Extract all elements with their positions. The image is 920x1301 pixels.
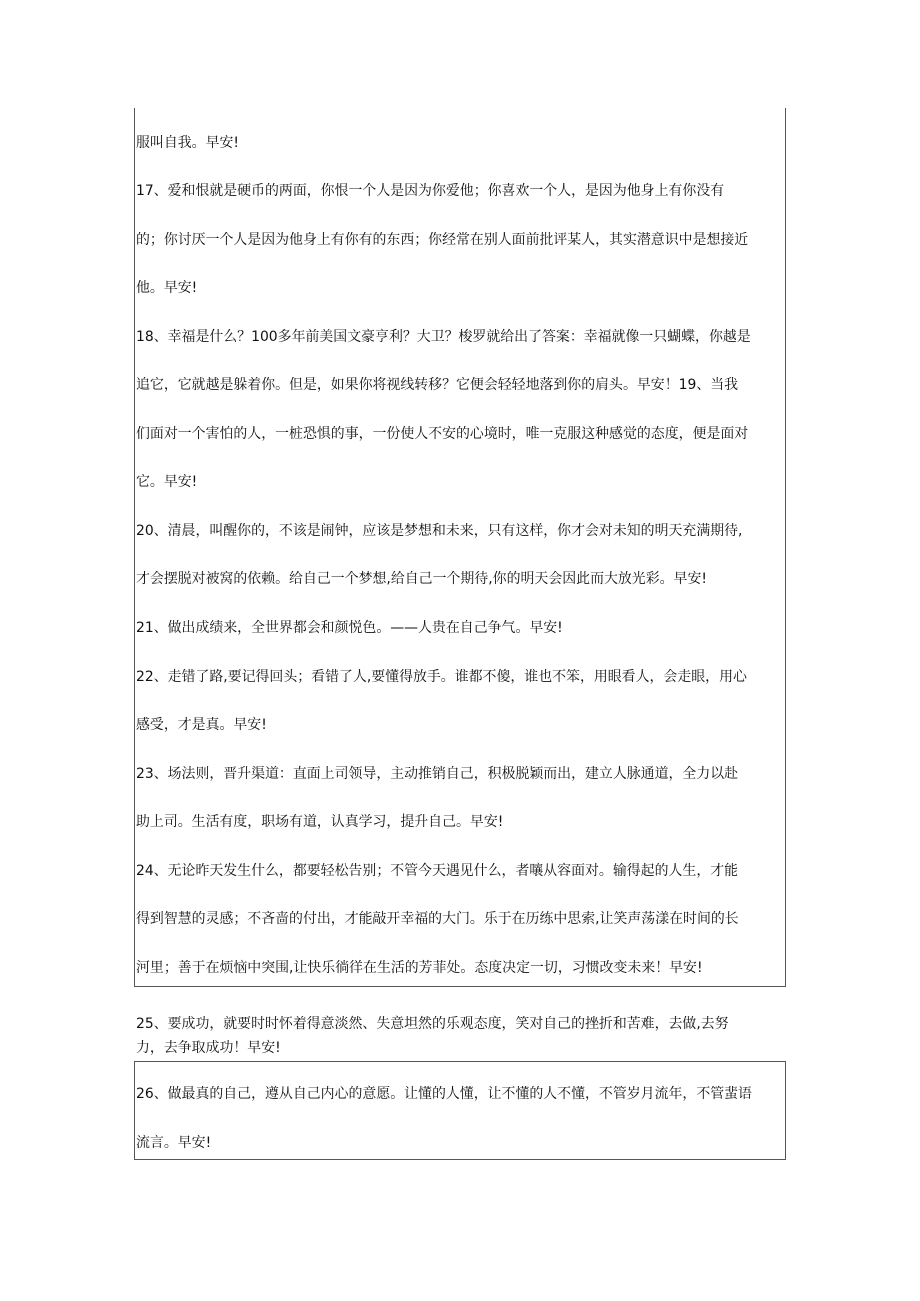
text-line: 26、做最真的自己，遵从自己内心的意愿。让懂的人懂，让不懂的人不懂，不管岁月流年，不管蜚语: [136, 1086, 752, 1102]
text-line: 22、走错了路,要记得回头；看错了人,要懂得放手。谁都不傻，谁也不笨，用眼看人，会走眼，用心: [136, 669, 747, 685]
text-line: 们面对一个害怕的人，一桩恐惧的事，一份使人不安的心境时，唯一克服这种感觉的态度，便是面对: [136, 426, 749, 442]
text-line: 服叫自我。早安!: [136, 135, 239, 151]
text-line: 河里；善于在烦恼中突围,让快乐徜徉在生活的芳菲处。态度决定一切，习惯改变未来！早安!: [136, 960, 703, 976]
text-line: 24、无论昨天发生什么，都要轻松告别；不管今天遇见什么，者嚷从容面对。输得起的人生，才能: [136, 863, 739, 879]
text-line: 流言。早安!: [136, 1135, 212, 1151]
text-line: 助上司。生活有度，职场有道，认真学习，提升自己。早安!: [136, 814, 504, 830]
text-line: 18、幸福是什么？100多年前美国文豪亨利？大卫？梭罗就给出了答案：幸福就像一只蝴蝶，你越是: [136, 329, 751, 345]
text-line: 25、要成功，就要时时怀着得意淡然、失意坦然的乐观态度，笑对自己的挫折和苦难，去做,去努: [136, 1016, 729, 1032]
text-line: 21、做出成绩来，全世界都会和颜悦色。——人贵在自己争气。早安!: [136, 620, 563, 636]
text-line: 才会摆脱对被窝的依赖。给自己一个梦想,给自己一个期待,你的明天会因此而大放光彩。早安!: [136, 571, 707, 587]
text-line: 得到智慧的灵感；不吝啬的付出，才能敲开幸福的大门。乐于在历练中思索,让笑声荡漾在时间的长: [136, 911, 739, 927]
text-line: 感受，才是真。早安!: [136, 717, 267, 733]
text-line: 的；你讨厌一个人是因为他身上有你有的东西；你经常在别人面前批评某人，其实潜意识中是想接近: [136, 232, 749, 248]
text-line: 他。早安!: [136, 280, 198, 296]
text-line: 它。早安!: [136, 474, 198, 490]
text-line: 17、爱和恨就是硬币的两面，你恨一个人是因为你爱他；你喜欢一个人，是因为他身上有你没有: [136, 183, 725, 199]
text-line: 追它，它就越是躲着你。但是，如果你将视线转移？它便会轻轻地落到你的肩头。早安！19、当我: [136, 377, 739, 393]
text-line: 23、场法则，晋升渠道：直面上司领导，主动推销自己，积极脱颖而出，建立人脉通道，全力以赴: [136, 766, 739, 782]
text-line: 20、清晨，叫醒你的，不该是闹钟，应该是梦想和未来，只有这样，你才会对未知的明天充满期待,: [136, 523, 743, 539]
text-line: 力，去争取成功！早安!: [136, 1040, 281, 1056]
